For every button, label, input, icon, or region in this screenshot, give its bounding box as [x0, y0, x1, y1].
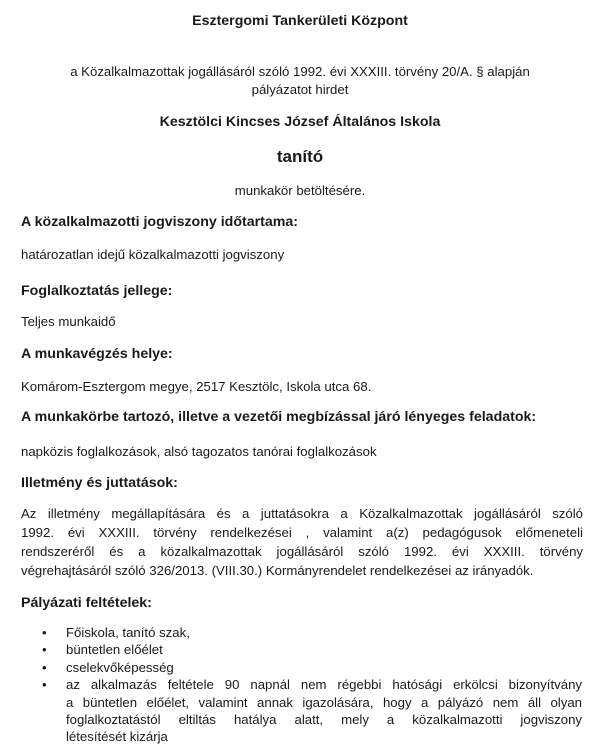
salary-line-3: rendszeréről és a közalkalmazottak jogállásáról szóló 1992. évi XXXIII. törvény — [21, 544, 583, 559]
duties-heading: A munkakörbe tartozó, illetve a vezetői megbízással járó lényeges feladatok: — [21, 409, 537, 425]
salary-paragraph — [21, 504, 583, 580]
requirement-text: cselekvőképesség — [66, 659, 174, 675]
bullet-icon: • — [42, 659, 47, 675]
requirements-heading: Pályázati feltételek: — [21, 595, 152, 611]
school-name: Kesztölci Kincses József Általános Iskola — [159, 114, 441, 130]
list-item — [42, 624, 582, 641]
workplace-heading: A munkavégzés helye: — [21, 346, 173, 362]
requirement-text — [66, 676, 582, 746]
salary-line-1: Az illetmény megállapítására és a juttatásokra a Közalkalmazottak jogállásáról szóló — [21, 506, 583, 521]
requirement-line-4: létesítését kizárja — [66, 729, 168, 745]
list-item — [42, 676, 582, 746]
requirement-line-3: foglalkoztatástól eltiltás hatálya alatt, mely a közalkalmazotti jogviszony — [66, 712, 582, 728]
duration-text: határozatlan idejű közalkalmazotti jogviszony — [21, 247, 285, 262]
bullet-icon: • — [42, 642, 47, 658]
duration-heading: A közalkalmazotti jogviszony időtartama: — [21, 214, 298, 230]
salary-line-4: végrehajtásáról szóló 326/2013. (VIII.30.) Kormányrendelet rendelkezései az irányadók. — [21, 563, 534, 578]
intro-line-2: pályázatot hirdet — [251, 82, 349, 97]
intro-line-1: a Közalkalmazottak jogállásáról szóló 1992. évi XXXIII. törvény 20/A. § alapján — [70, 64, 530, 79]
list-item — [42, 659, 582, 676]
requirement-text: Főiskola, tanító szak, — [66, 625, 190, 640]
requirement-line-2: a büntetlen előélet, valamint annak igazolására, hogy a pályázó nem áll olyan — [66, 694, 582, 710]
salary-heading: Illetmény és juttatások: — [21, 475, 178, 491]
list-item — [42, 641, 582, 658]
requirements-list — [42, 624, 582, 746]
requirement-line-1: az alkalmazás feltétele 90 napnál nem régebbi hatósági erkölcsi bizonyítvány — [66, 677, 582, 693]
employment-type-heading: Foglalkoztatás jellege: — [21, 283, 173, 299]
duties-text: napközis foglalkozások, alsó tagozatos tanórai foglalkozások — [21, 444, 377, 459]
legal-basis-intro — [0, 63, 600, 99]
bullet-icon: • — [42, 677, 47, 693]
position-title: tanító — [276, 147, 324, 166]
position-suffix: munkakör betöltésére. — [234, 183, 366, 198]
bullet-icon: • — [42, 625, 47, 640]
employment-type-text: Teljes munkaidő — [21, 314, 116, 329]
workplace-text: Komárom-Esztergom megye, 2517 Kesztölc, Iskola utca 68. — [21, 379, 372, 394]
organization-title: Esztergomi Tankerületi Központ — [192, 13, 408, 29]
requirement-text: büntetlen előélet — [66, 642, 163, 658]
salary-line-2: 1992. évi XXXIII. törvény rendelkezései , valamint a(z) pedagógusok előmeneteli — [21, 525, 583, 540]
